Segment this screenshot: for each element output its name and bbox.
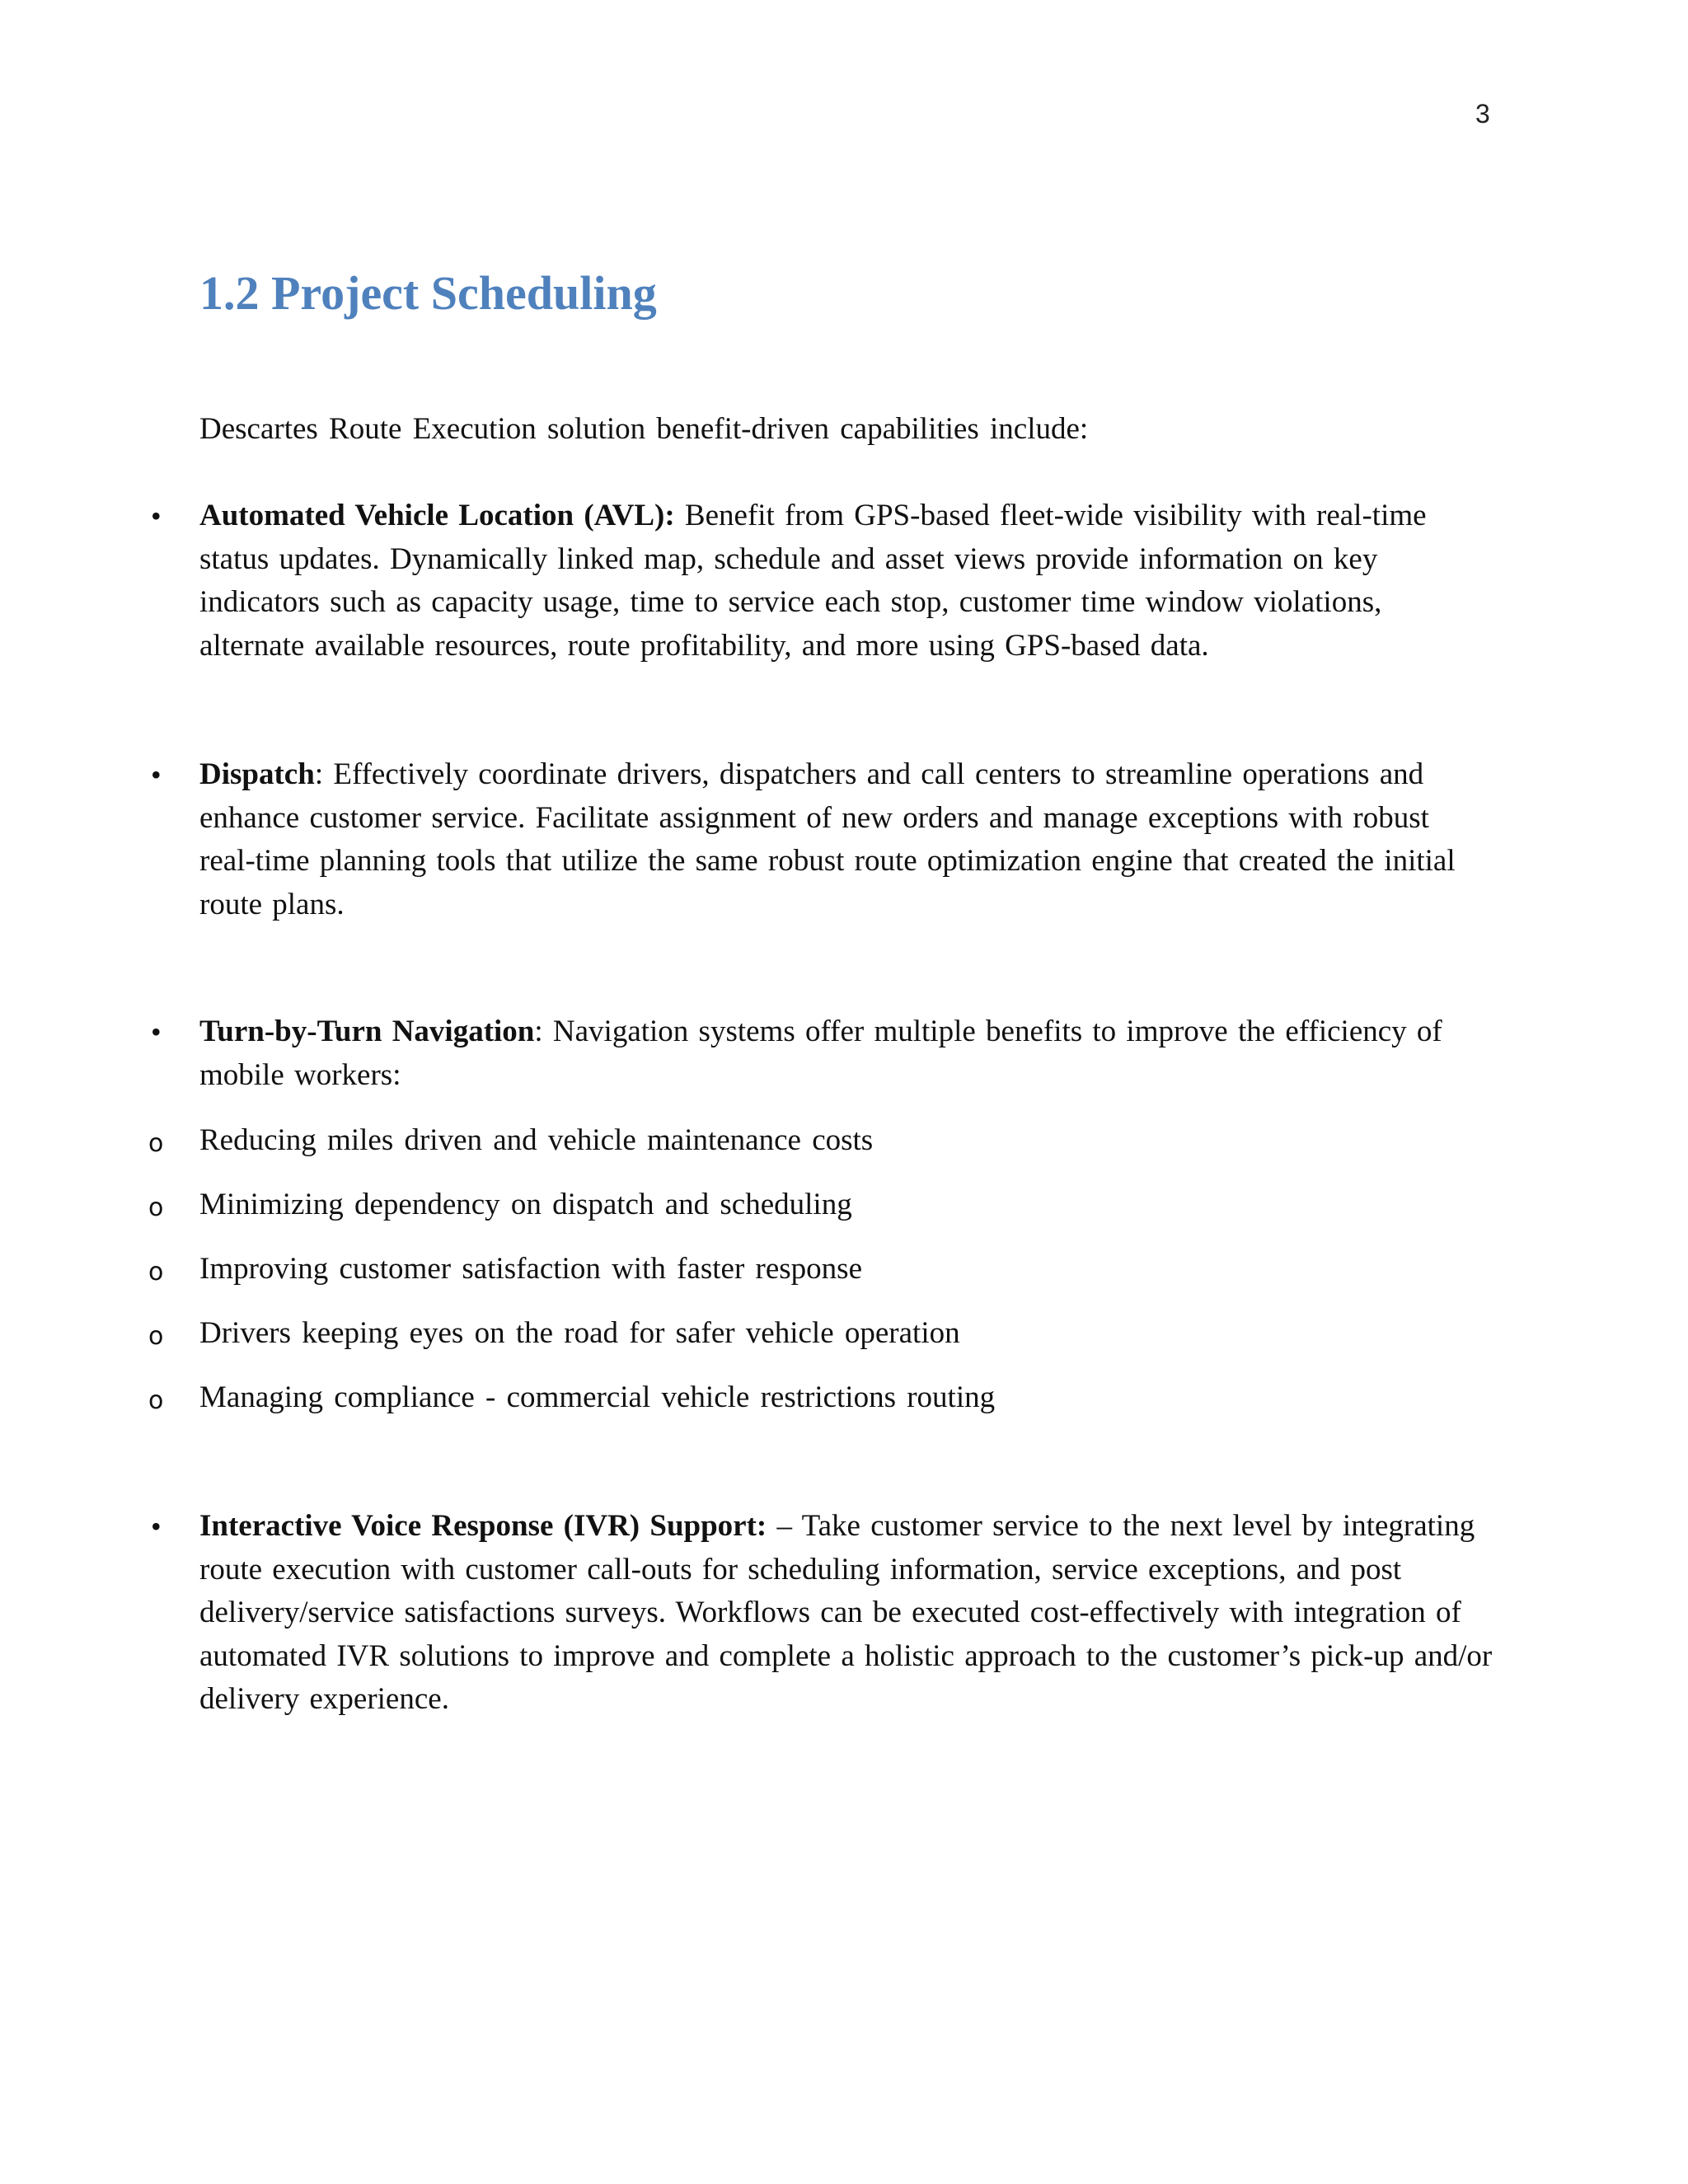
bullet-dispatch: • bbox=[151, 758, 162, 791]
subbullet-1: o bbox=[148, 1129, 164, 1158]
intro-paragraph: Descartes Route Execution solution benefit-driven capabilities include: bbox=[199, 412, 1089, 446]
avl-term: Automated Vehicle Location (AVL): bbox=[199, 499, 675, 532]
page-number: 3 bbox=[1475, 99, 1490, 129]
bullet-ivr: • bbox=[151, 1510, 162, 1543]
dispatch-paragraph bbox=[199, 753, 1493, 926]
section-heading: 1.2 Project Scheduling bbox=[199, 266, 657, 320]
navigation-benefit-4: Drivers keeping eyes on the road for safer vehicle operation bbox=[199, 1316, 960, 1350]
avl-text: Benefit from GPS-based fleet-wide visibility with real-time status updates. Dynamically linked map, schedule and asset views provide information on key indicators such as capacity usage, time to service each stop, customer time window violations, alternate available resources, route profitability, and more using GPS-based data. bbox=[199, 499, 1427, 663]
dispatch-term: Dispatch bbox=[199, 757, 315, 791]
bullet-avl: • bbox=[151, 499, 162, 532]
ivr-paragraph bbox=[199, 1505, 1493, 1722]
navigation-benefit-2: Minimizing dependency on dispatch and scheduling bbox=[199, 1188, 852, 1221]
dispatch-text: : Effectively coordinate drivers, dispatchers and call centers to streamline operations and enhance customer service. Facilitate assignment of new orders and manage exceptions with robust real-time planning tools that utilize the same robust route optimization engine that created the initial route plans. bbox=[199, 757, 1456, 921]
ivr-term: Interactive Voice Response (IVR) Support: bbox=[199, 1509, 767, 1543]
subbullet-3: o bbox=[148, 1258, 164, 1286]
subbullet-4: o bbox=[148, 1322, 164, 1351]
avl-paragraph bbox=[199, 494, 1493, 668]
navigation-benefit-3: Improving customer satisfaction with faster response bbox=[199, 1252, 862, 1286]
navigation-paragraph bbox=[199, 1010, 1493, 1097]
subbullet-2: o bbox=[148, 1193, 164, 1222]
subbullet-5: o bbox=[148, 1386, 164, 1415]
bullet-navigation: • bbox=[151, 1015, 162, 1048]
navigation-text: : Navigation systems offer multiple benefits to improve the efficiency of mobile workers: bbox=[199, 1015, 1442, 1092]
navigation-benefit-5: Managing compliance - commercial vehicle restrictions routing bbox=[199, 1380, 996, 1414]
navigation-term: Turn-by-Turn Navigation bbox=[199, 1015, 535, 1048]
navigation-benefit-1: Reducing miles driven and vehicle maintenance costs bbox=[199, 1123, 874, 1157]
ivr-text: – Take customer service to the next level by integrating route execution with customer call-outs for scheduling information, service exceptions, and post delivery/service satisfactions surveys. Workflows can be executed cost-effectively with integration of automated IVR solutions to improve and complete a holistic approach to the customer’s pick-up and/or delivery experience. bbox=[199, 1509, 1493, 1716]
